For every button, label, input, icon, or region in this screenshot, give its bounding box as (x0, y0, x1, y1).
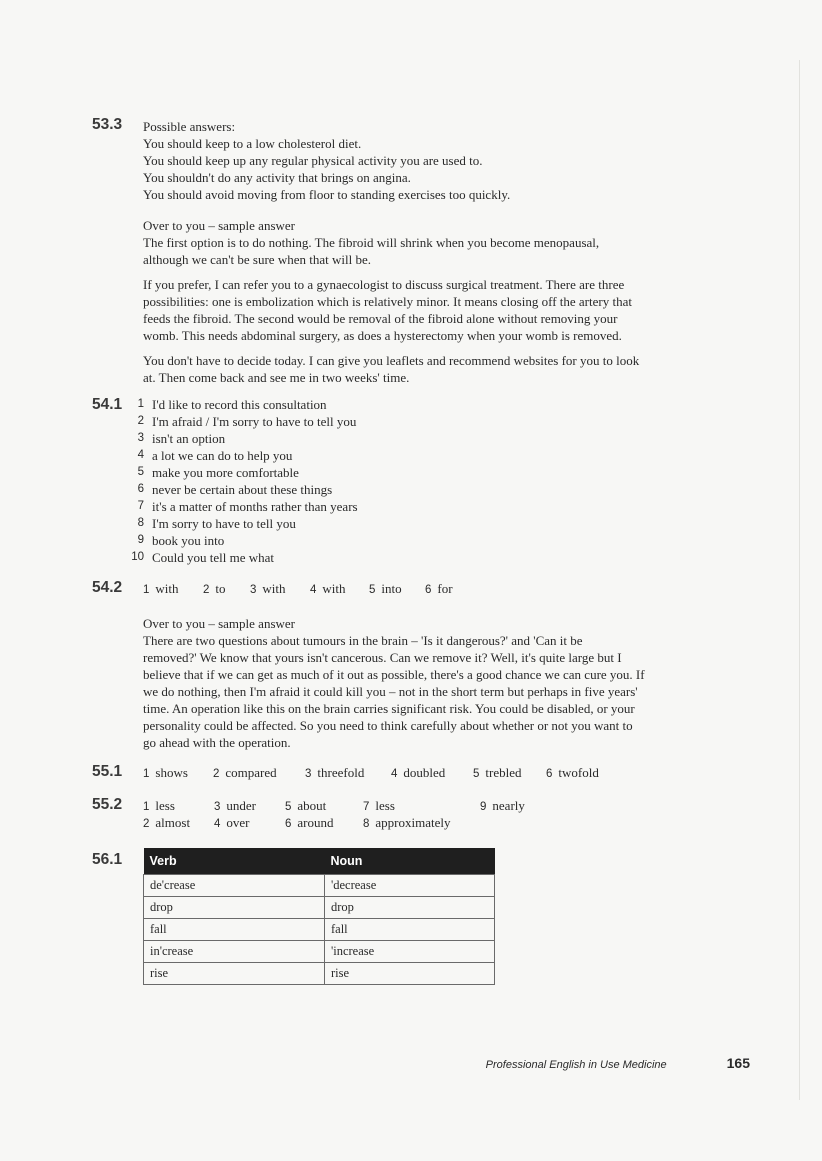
over-to-you-heading: Over to you – sample answer (143, 218, 295, 233)
item-text: into (381, 581, 402, 596)
item-text: over (226, 815, 250, 830)
item-number: 7 (363, 801, 370, 813)
item-number: 3 (305, 768, 312, 780)
section-body (143, 797, 703, 831)
answer-item (203, 580, 250, 599)
list-item (120, 532, 680, 549)
item-text: I'm sorry to have to tell you (152, 516, 296, 531)
table-row (144, 897, 495, 919)
paragraph-line: feeds the fibroid. The second would be removal of the fibroid alone without removing your (143, 311, 618, 326)
list-item (120, 430, 680, 447)
item-text: twofold (558, 765, 599, 780)
page-edge (799, 60, 800, 1100)
answer-item (143, 580, 203, 599)
verb-noun-table (143, 848, 495, 985)
paragraph-line: removed?' We know that yours isn't cancerous. Can we remove it? Well, it's quite large but I (143, 650, 622, 665)
item-text: a lot we can do to help you (152, 448, 293, 463)
item-text: less (155, 798, 175, 813)
item-text: almost (155, 815, 191, 830)
item-text: never be certain about these things (152, 482, 333, 497)
item-number: 4 (391, 768, 398, 780)
item-number: 2 (137, 415, 144, 427)
paragraph-line: The first option is to do nothing. The fibroid will shrink when you become menopausal, (143, 235, 600, 250)
answer-item (473, 764, 546, 783)
list-item (120, 396, 680, 413)
item-text: shows (155, 765, 188, 780)
section-number: 55.2 (92, 796, 123, 813)
item-text: to (215, 581, 226, 596)
paragraph-line: womb. This needs abdominal surgery, as does a hysterectomy when your womb is removed. (143, 328, 622, 343)
item-text: less (375, 798, 395, 813)
item-text: approximately (375, 815, 451, 830)
section-number: 54.1 (92, 396, 123, 413)
answer-line: You should keep to a low cholesterol diet. (143, 136, 362, 151)
book-title: Professional English in Use Medicine (485, 1059, 667, 1071)
item-number: 8 (137, 517, 144, 529)
paragraph-line: There are two questions about tumours in the brain – 'Is it dangerous?' and 'Can it be (143, 633, 583, 648)
table-header-row (144, 848, 495, 875)
verb-cell: de'crease (144, 875, 325, 897)
item-text: doubled (403, 765, 446, 780)
section-number: 56.1 (92, 851, 123, 868)
item-text: for (437, 581, 453, 596)
answer-item (546, 764, 599, 783)
list-item (120, 549, 680, 566)
paragraph-line: at. Then come back and see me in two weeks' time. (143, 370, 410, 385)
answer-item (250, 580, 310, 599)
item-number: 10 (131, 551, 144, 563)
answer-item (425, 580, 453, 599)
answer-item (391, 764, 473, 783)
item-number: 2 (213, 768, 220, 780)
item-number: 3 (214, 801, 221, 813)
paragraph-line: possibilities: one is embolization which is relatively minor. It means closing off the artery that (143, 294, 632, 309)
section-body (143, 764, 703, 783)
answer-line: You should keep up any regular physical activity you are used to. (143, 153, 483, 168)
answer-row (143, 764, 703, 783)
noun-cell: fall (325, 919, 495, 941)
list-item (120, 481, 680, 498)
item-text: isn't an option (152, 431, 226, 446)
item-text: trebled (485, 765, 522, 780)
paragraph-line: You don't have to decide today. I can give you leaflets and recommend websites for you to look (143, 353, 640, 368)
item-number: 1 (143, 801, 150, 813)
item-number: 6 (425, 584, 432, 596)
table-row (144, 963, 495, 985)
answer-item (310, 580, 369, 599)
answer-item (285, 814, 334, 833)
list-item (120, 515, 680, 532)
paragraph-line: go ahead with the operation. (143, 735, 291, 750)
verb-cell: in'crease (144, 941, 325, 963)
paragraph-line: If you prefer, I can refer you to a gynaecologist to discuss surgical treatment. There are three (143, 277, 625, 292)
item-number: 5 (137, 466, 144, 478)
section-number: 55.1 (92, 763, 123, 780)
paragraph-line: believe that if we can get as much of it out as possible, there's a good chance we can cure you. If (143, 667, 645, 682)
answer-line: You shouldn't do any activity that brings on angina. (143, 170, 411, 185)
table-row (144, 941, 495, 963)
item-text: compared (225, 765, 277, 780)
section-body (143, 848, 703, 985)
section-number: 53.3 (92, 116, 123, 133)
item-number: 6 (546, 768, 553, 780)
item-number: 4 (310, 584, 317, 596)
verb-cell: fall (144, 919, 325, 941)
item-number: 8 (363, 818, 370, 830)
item-number: 1 (143, 584, 150, 596)
item-text: around (297, 815, 334, 830)
item-number: 4 (137, 449, 144, 461)
item-number: 9 (480, 801, 487, 813)
answer-item (363, 814, 451, 833)
list-item (120, 498, 680, 515)
noun-cell: 'increase (325, 941, 495, 963)
item-text: Could you tell me what (152, 550, 275, 565)
table-row (144, 919, 495, 941)
item-number: 2 (143, 818, 150, 830)
list-item (120, 413, 680, 430)
item-text: threefold (317, 765, 365, 780)
answer-item (214, 814, 250, 833)
answer-item (480, 797, 525, 816)
item-number: 2 (203, 584, 210, 596)
item-number: 3 (137, 432, 144, 444)
item-text: with (262, 581, 286, 596)
item-text: it's a matter of months rather than years (152, 499, 358, 514)
noun-cell: drop (325, 897, 495, 919)
answers-intro: Possible answers: (143, 119, 236, 134)
item-number: 4 (214, 818, 221, 830)
column-header-verb: Verb (144, 848, 325, 875)
paragraph-line: although we can't be sure when that will be. (143, 252, 371, 267)
page-footer (486, 1055, 750, 1071)
item-text: with (322, 581, 346, 596)
answer-item (213, 764, 305, 783)
item-number: 5 (369, 584, 376, 596)
section-body (143, 580, 703, 751)
section-body (120, 396, 680, 566)
numbered-list (120, 396, 680, 566)
item-number: 3 (250, 584, 257, 596)
answer-item (369, 580, 425, 599)
section-body (143, 118, 703, 386)
answer-item (143, 764, 213, 783)
list-item (120, 447, 680, 464)
item-number: 6 (285, 818, 292, 830)
table-row (144, 875, 495, 897)
item-number: 1 (143, 768, 150, 780)
over-to-you-heading: Over to you – sample answer (143, 616, 295, 631)
answer-line: You should avoid moving from floor to standing exercises too quickly. (143, 187, 511, 202)
answer-grid (143, 797, 703, 831)
item-number: 5 (473, 768, 480, 780)
paragraph-line: personality could be affected. So you need to think carefully about whether or not you want to (143, 718, 633, 733)
item-text: make you more comfortable (152, 465, 299, 480)
paragraph-line: time. An operation like this on the brain carries significant risk. You could be disabled, or your (143, 701, 635, 716)
paragraph-line: we do nothing, then I'm afraid it could kill you – not in the short term but perhaps in five years' (143, 684, 638, 699)
item-text: I'm afraid / I'm sorry to have to tell you (152, 414, 357, 429)
item-text: nearly (492, 798, 525, 813)
item-number: 6 (137, 483, 144, 495)
item-number: 9 (137, 534, 144, 546)
item-text: I'd like to record this consultation (152, 397, 327, 412)
item-number: 5 (285, 801, 292, 813)
list-item (120, 464, 680, 481)
section-number: 54.2 (92, 579, 123, 596)
item-text: book you into (152, 533, 225, 548)
column-header-noun: Noun (325, 848, 495, 875)
verb-cell: drop (144, 897, 325, 919)
item-number: 1 (137, 398, 144, 410)
noun-cell: 'decrease (325, 875, 495, 897)
page-number: 165 (726, 1055, 750, 1071)
noun-cell: rise (325, 963, 495, 985)
item-text: under (226, 798, 257, 813)
verb-cell: rise (144, 963, 325, 985)
answer-item (143, 814, 190, 833)
item-number: 7 (137, 500, 144, 512)
answer-item (305, 764, 391, 783)
item-text: about (297, 798, 327, 813)
item-text: with (155, 581, 179, 596)
answer-row (143, 580, 703, 599)
